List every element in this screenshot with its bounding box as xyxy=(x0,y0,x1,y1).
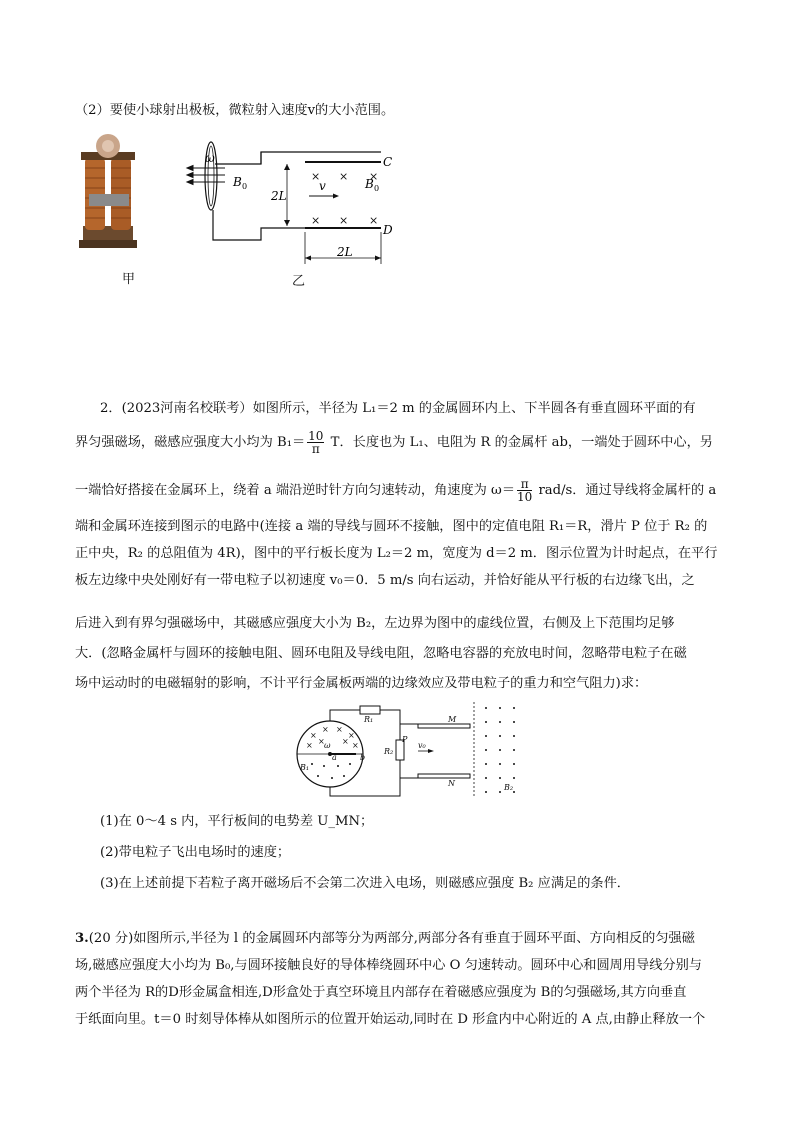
b2-label: B₂ xyxy=(504,783,514,792)
b-label: b xyxy=(360,753,366,762)
a-label: a xyxy=(332,753,337,762)
v0-label: v₀ xyxy=(418,741,426,750)
svg-text:×: × xyxy=(306,741,313,750)
problem2-q1: (1)在 0～4 s 内，平行板间的电势差 U_MN； xyxy=(100,814,374,829)
part2-question: （2）要使小球射出极板，微粒射入速度v的大小范围。 xyxy=(75,103,395,118)
figure-electromagnet-and-plates xyxy=(75,128,415,268)
problem2-line7: 后进入到有界匀强磁场中，其磁感应强度大小为 B₂，左边界为图中的虚线位置，右侧及上下范围均足够 xyxy=(75,616,675,631)
problem2-q3: (3)在上述前提下若粒子离开磁场后不会第二次进入电场，则磁感应强度 B₂ 应满足的条件． xyxy=(100,876,630,891)
svg-text:×: × xyxy=(339,214,349,227)
problem3-line2: 场,磁感应强度大小均为 B₀,与圆环接触良好的导体棒绕圆环中心 O 匀速转动。圆环中心和圆周用导线分别与 xyxy=(75,958,702,973)
svg-text:×: × xyxy=(318,737,325,746)
problem3-line1: 3.(20 分)如图所示,半径为 l 的金属圆环内部等分为两部分,两部分各有垂直于圆环平面、方向相反的匀强磁 xyxy=(75,931,695,946)
fraction-pi-over-10: $\frac{\pi}{10}$ xyxy=(517,477,533,504)
electromagnet-photo xyxy=(79,134,137,248)
svg-text:×: × xyxy=(352,741,359,750)
problem3-line4: 于纸面向里。t＝0 时刻导体棒从如图所示的位置开始运动,同时在 D 形盒内中心附近的 A 点,由静止释放一个 xyxy=(75,1012,706,1027)
problem2-line8: 大．(忽略金属杆与圆环的接触电阻、圆环电阻及导线电阻，忽略电容器的充放电时间，忽略带电粒子在磁 xyxy=(75,646,687,661)
omega-label: ω xyxy=(205,151,215,165)
omega-label-2: ω xyxy=(324,741,331,750)
plate-c-label: C xyxy=(383,155,393,169)
b0-right-label: B xyxy=(365,177,374,191)
p-label: P xyxy=(402,735,408,744)
svg-text:×: × xyxy=(322,725,329,734)
problem2-line1: 2．(2023河南名校联考）如图所示，半径为 L₁＝2 m 的金属圆环内上、下半圆各有垂直圆环平面的有 xyxy=(100,401,696,416)
m-label: M xyxy=(448,715,457,724)
problem2-line6: 板左边缘中央处刚好有一带电粒子以初速度 v₀＝0．5 m/s 向右运动，并恰好能从平行板的右边缘飞出，之 xyxy=(75,573,695,588)
svg-text:×: × xyxy=(342,737,349,746)
problem2-line2: 界匀强磁场，磁感应强度大小均为 B₁＝ $\frac{10}{\pi}$ T．长度也为 L₁、电阻为 R 的金属杆 ab，一端处于圆环中心，另 xyxy=(75,429,713,456)
svg-text:×: × xyxy=(336,725,343,734)
b1-label: B₁ xyxy=(300,763,310,772)
b0-right-sub: 0 xyxy=(374,184,380,193)
svg-text:×: × xyxy=(369,214,379,227)
problem3-line3: 两个半径为 R的D形金属盒相连,D形盒处于真空环境且内部存在着磁感应强度为 B的匀强磁场,其方向垂直 xyxy=(75,985,687,1000)
b0-label: B xyxy=(233,175,242,189)
r1-label: R₁ xyxy=(364,715,374,724)
svg-text:×: × xyxy=(310,731,317,740)
problem2-line9: 场中运动时的电磁辐射的影响，不计平行金属板两端的边缘效应及带电粒子的重力和空气阻力)求： xyxy=(75,676,648,691)
svg-text:×: × xyxy=(311,170,321,183)
label-yi: 乙 xyxy=(292,274,306,289)
figure-ring-circuit xyxy=(294,700,526,800)
twoL-left-label: 2L xyxy=(271,189,287,203)
label-jia: 甲 xyxy=(122,272,136,287)
svg-text:×: × xyxy=(348,731,355,740)
b0-sub: 0 xyxy=(242,182,248,191)
svg-text:×: × xyxy=(339,170,349,183)
problem2-line5: 正中央，R₂ 的总阻值为 4R)，图中的平行板长度为 L₂＝2 m，宽度为 d＝2 m．图示位置为计时起点，在平行 xyxy=(75,546,718,561)
twoL-bottom-label: 2L xyxy=(337,245,353,259)
problem2-line3: 一端恰好搭接在金属环上，绕着 a 端沿逆时针方向匀速转动，角速度为 ω＝ $\frac{\pi}{10}$ rad/s．通过导线将金属杆的 a xyxy=(75,477,717,504)
problem2-line4: 端和金属环连接到图示的电路中(连接 a 端的导线与圆环不接触，图中的定值电阻 R₁＝R，滑片 P 位于 R₂ 的 xyxy=(75,519,708,534)
v-label: v xyxy=(319,179,326,193)
r2-label: R₂ xyxy=(384,747,394,756)
svg-text:×: × xyxy=(311,214,321,227)
n-label: N xyxy=(448,779,455,788)
plate-d-label: D xyxy=(383,223,393,237)
problem2-q2: (2)带电粒子飞出电场时的速度； xyxy=(100,845,291,860)
fraction-10-over-pi: $\frac{10}{\pi}$ xyxy=(308,429,324,456)
svg-text:×: × xyxy=(369,170,379,183)
